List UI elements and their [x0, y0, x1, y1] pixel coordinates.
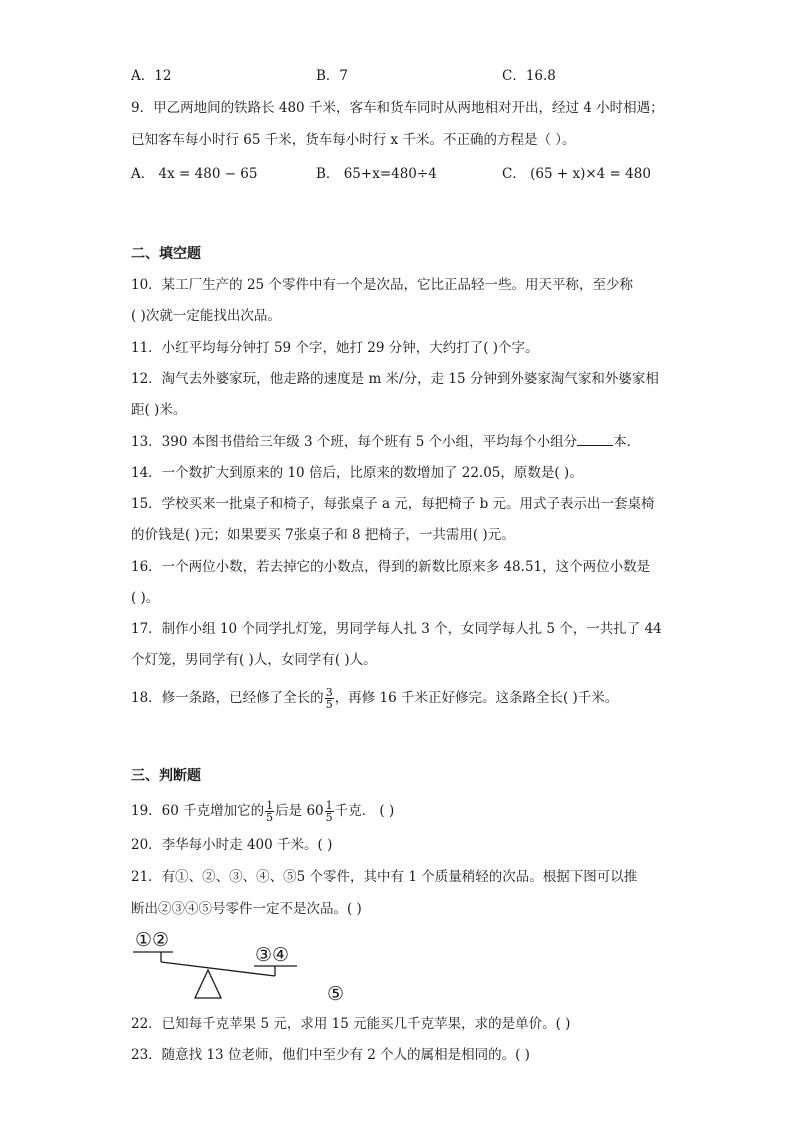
q15-line-2: 的价钱是( )元；如果要买 7张桌子和 8 把椅子，一共需用( )元。: [131, 527, 515, 543]
balance-left-pan-label: ①②: [135, 929, 170, 951]
q10-line-2: ( )次就一定能找出次品。: [131, 308, 281, 324]
section-title-fill-in: 二、填空题: [131, 246, 201, 262]
q8-option-b: B．7: [316, 68, 349, 84]
fulcrum-triangle: [195, 970, 221, 998]
q18-fraction-denominator: 5: [325, 698, 333, 711]
balance-aside-part-label: ⑤: [327, 983, 345, 1005]
balance-scale-diagram: [130, 925, 310, 1005]
q9-line-1: 9．甲乙两地间的铁路长 480 千米，客车和货车同时从两地相对开出，经过 4 小时相遇；: [131, 100, 664, 116]
q19-line: [131, 797, 394, 825]
q9-option-c: C． (65 + x)×4 = 480: [502, 166, 651, 182]
q11-line-1: 11．小红平均每分钟打 59 个字，她打 29 分钟，大约打了( )个字。: [131, 340, 539, 356]
q13-answer-blank: [577, 433, 613, 446]
q12-line-2: 距( )米。: [131, 402, 187, 418]
q21-line-1: 21．有①、②、③、④、⑤5 个零件，其中有 1 个质量稍轻的次品。根据下图可以推: [131, 869, 638, 885]
q18-text-after: ，再修 16 千米正好修完。这条路全长( )千米。: [334, 690, 619, 706]
q15-line-1: 15．学校买来一批桌子和椅子，每张桌子 a 元，每把椅子 b 元。用式子表示出一套桌椅: [131, 496, 655, 512]
q9-option-b: B． 65+x=480÷4: [316, 166, 437, 182]
q20-line-1: 20．李华每小时走 400 千米。( ): [131, 837, 333, 853]
balance-right-pan-label: ③④: [255, 944, 290, 966]
q18-fraction-numerator: 3: [325, 686, 333, 699]
q19-fraction-2-numerator: 1: [325, 799, 333, 812]
q19-fraction-2-denominator: 5: [325, 811, 333, 824]
q18-text-before: 18．修一条路，已经修了全长的: [131, 690, 324, 706]
q22-line-1: 22．已知每千克苹果 5 元，求用 15 元能买几千克苹果，求的是单价。( ): [131, 1016, 571, 1032]
q17-line-2: 个灯笼，男同学有( )人，女同学有( )人。: [131, 652, 377, 668]
q19-fraction-2: [325, 800, 334, 823]
q19-text-before: 19．60 千克增加它的: [131, 803, 265, 819]
q16-line-2: ( )。: [131, 590, 160, 606]
q19-fraction-1-denominator: 5: [266, 811, 274, 824]
q17-line-1: 17．制作小组 10 个同学扎灯笼，男同学每人扎 3 个，女同学每人扎 5 个，一共扎了 44: [131, 621, 662, 637]
q13-text-after: 本．: [613, 434, 641, 450]
q19-text-after: 千克． ( ): [334, 803, 395, 819]
q8-option-a: A．12: [131, 68, 172, 84]
section-title-true-false: 三、判断题: [131, 768, 201, 784]
q18-line: [131, 683, 618, 713]
q12-line-1: 12．淘气去外婆家玩，他走路的速度是 m 米/分，走 15 分钟到外婆家淘气家和外婆家相: [131, 371, 659, 387]
balance-beam: [161, 962, 275, 976]
q8-option-c: C．16.8: [502, 68, 556, 84]
q19-fraction-1-numerator: 1: [266, 799, 274, 812]
q9-option-a: A． 4x = 480 − 65: [131, 166, 258, 182]
q21-line-2: 断出②③④⑤号零件一定不是次品。( ): [131, 901, 362, 917]
q23-line-1: 23．随意找 13 位老师，他们中至少有 2 个人的属相是相同的。( ): [131, 1047, 530, 1063]
q13-line: [131, 433, 640, 451]
q10-line-1: 10．某工厂生产的 25 个零件中有一个是次品，它比正品轻一些。用天平称，至少称: [131, 277, 633, 293]
q9-line-2: 已知客车每小时行 65 千米，货车每小时行 x 千米。不正确的方程是（ ）。: [131, 132, 576, 148]
q18-fraction: [325, 687, 334, 710]
q16-line-1: 16．一个两位小数，若去掉它的小数点，得到的新数比原来多 48.51，这个两位小数是: [131, 559, 651, 575]
q19-fraction-1: [265, 800, 274, 823]
q19-text-middle: 后是 60: [275, 803, 324, 819]
q13-text-before: 13．390 本图书借给三年级 3 个班，每个班有 5 个小组，平均每个小组分: [131, 434, 578, 450]
q14-line-1: 14．一个数扩大到原来的 10 倍后，比原来的数增加了 22.05，原数是( )。: [131, 465, 583, 481]
